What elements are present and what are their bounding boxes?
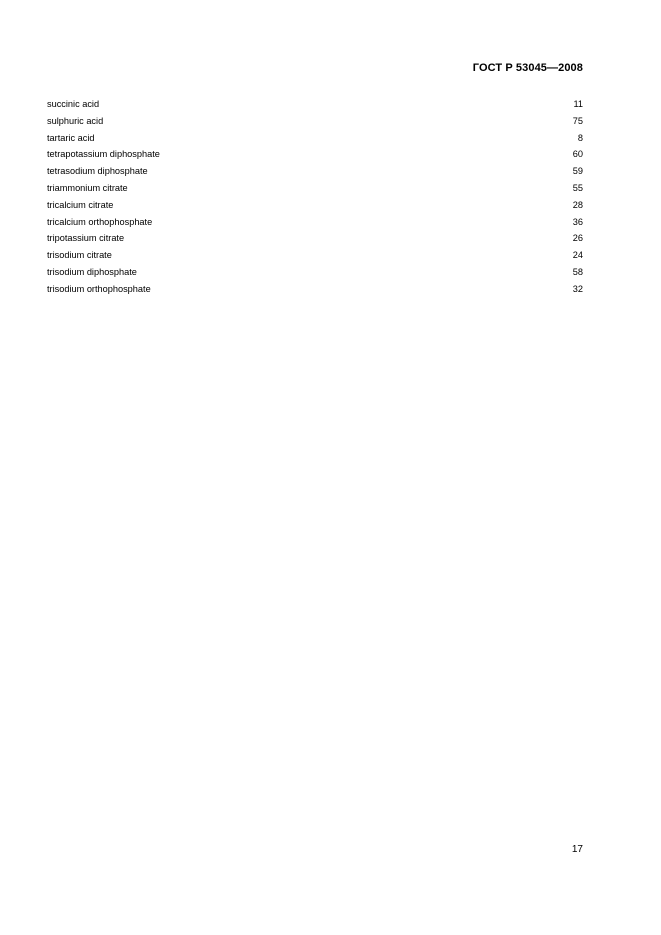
index-term: triammonium citrate (47, 182, 128, 193)
index-term: trisodium diphosphate (47, 266, 137, 277)
index-entry (47, 113, 583, 130)
index-entry (47, 180, 583, 197)
index-entry (47, 264, 583, 281)
index-page-ref: 32 (572, 283, 583, 294)
index-page-ref: 58 (572, 266, 583, 277)
index-term: tartaric acid (47, 132, 95, 143)
page-number: 17 (571, 844, 583, 855)
index-page-ref: 8 (577, 132, 583, 143)
index-entry (47, 130, 583, 147)
index-term: tripotassium citrate (47, 233, 125, 244)
index-page-ref: 59 (572, 166, 583, 177)
index-term: tricalcium citrate (47, 199, 114, 210)
index-term: trisodium citrate (47, 250, 112, 261)
index-term: tetrapotassium diphosphate (47, 149, 160, 160)
index-page-ref: 11 (573, 99, 583, 109)
index-term: tricalcium orthophosphate (47, 216, 153, 227)
index-entry (47, 281, 583, 298)
index-term: sulphuric acid (47, 115, 104, 126)
index-page-ref: 28 (572, 199, 583, 210)
page-header-standard-code: ГОСТ Р 53045—2008 (472, 62, 583, 74)
index-entry (47, 163, 583, 180)
index-entry (47, 230, 583, 247)
index-list (47, 96, 583, 298)
index-page-ref: 60 (572, 149, 583, 160)
index-entry (47, 247, 583, 264)
index-page-ref: 36 (572, 216, 583, 227)
index-term: tetrasodium diphosphate (47, 166, 148, 177)
index-entry (47, 96, 583, 113)
index-entry (47, 146, 583, 163)
index-page-ref: 55 (572, 182, 583, 193)
index-term: trisodium orthophosphate (47, 283, 151, 294)
index-page-ref: 24 (572, 250, 583, 261)
index-page-ref: 75 (572, 115, 583, 126)
index-entry (47, 197, 583, 214)
index-page-ref: 26 (572, 233, 583, 244)
index-entry (47, 214, 583, 231)
index-term: succinic acid (47, 99, 100, 109)
